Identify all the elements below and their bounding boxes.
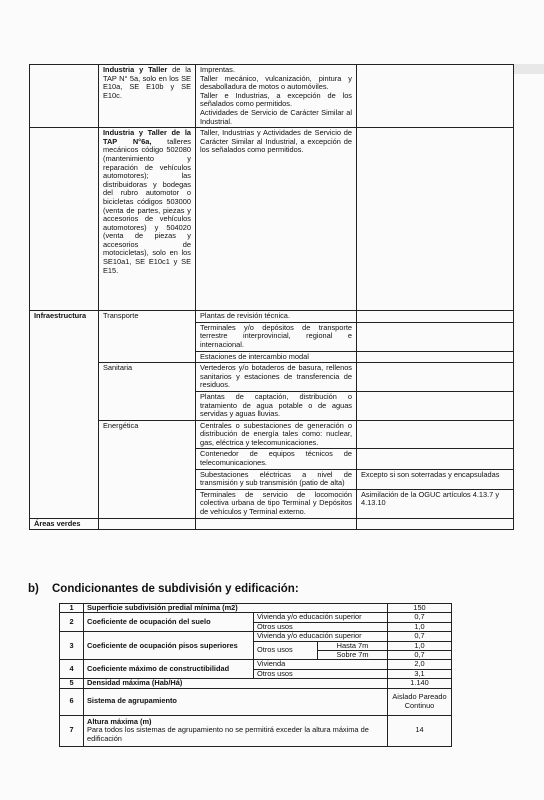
row-value: 0,7 bbox=[388, 632, 452, 641]
row-sublabel: Vivienda bbox=[254, 660, 388, 669]
section-title: Condicionantes de subdivisión y edificación: bbox=[52, 583, 299, 595]
table-row bbox=[60, 660, 452, 669]
row-label: Sistema de agrupamiento bbox=[84, 688, 388, 715]
row-number: 1 bbox=[60, 604, 84, 613]
use-item: Contenedor de equipos técnicos de telecomunicaciones. bbox=[196, 449, 357, 469]
row-number: 6 bbox=[60, 688, 84, 715]
use-item: Subestaciones eléctricas a nivel de transmisión y sub transmisión (patio de alta) bbox=[196, 469, 357, 489]
section-heading bbox=[28, 583, 299, 595]
category-label: Áreas verdes bbox=[30, 518, 99, 530]
table-row bbox=[30, 518, 514, 530]
row-label: Superficie subdivisión predial mínima (m2) bbox=[84, 604, 388, 613]
section-letter: b) bbox=[28, 583, 39, 595]
row-value: 3,1 bbox=[388, 669, 452, 678]
use-note: Excepto si son soterradas y encapsuladas bbox=[357, 469, 514, 489]
use-item: Plantas de captación, distribución o tratamiento de agua potable o de aguas servidas y aguas lluvias. bbox=[196, 391, 357, 420]
subcategory-label: Transporte bbox=[99, 311, 196, 363]
row-sublabel: Hasta 7m bbox=[318, 641, 388, 650]
row-sublabel: Vivienda y/o educación superior bbox=[254, 613, 388, 622]
use-item: Centrales o subestaciones de generación o distribución de energía tales como: nuclear, gas, eléctrica y telecomunicaciones. bbox=[196, 420, 357, 449]
table-row bbox=[30, 420, 514, 449]
row-value: 1,0 bbox=[388, 641, 452, 650]
table-row bbox=[30, 363, 514, 392]
row-value: 0,7 bbox=[388, 651, 452, 660]
conditions-table bbox=[59, 603, 452, 747]
subcategory-label: Energética bbox=[99, 420, 196, 518]
row-sublabel: Otros usos bbox=[254, 669, 388, 678]
use-item: Taller, Industrias y Actividades de Servicio de Carácter Similar al Industrial, a excepción de los señalados como permitidos. bbox=[196, 128, 357, 311]
use-item: Actividades de Servicio de Carácter Similar al Industrial. bbox=[200, 107, 352, 126]
table-row bbox=[30, 311, 514, 323]
use-item: Estaciones de intercambio modal bbox=[196, 351, 357, 363]
use-desc: de la TAP N° 5a, solo en los SE E10a, SE E10b y SE E10c. bbox=[103, 65, 191, 100]
row-sublabel: Otros usos bbox=[254, 622, 388, 631]
row-number: 3 bbox=[60, 632, 84, 660]
row-label: Coeficiente de ocupación pisos superiores bbox=[84, 632, 254, 660]
row-sublabel: Otros usos bbox=[254, 641, 318, 660]
row-number: 7 bbox=[60, 715, 84, 746]
use-item: Imprentas. bbox=[200, 65, 235, 74]
row-value: 0,7 bbox=[388, 613, 452, 622]
use-item: Taller mecánico, vulcanización, pintura y desabolladura de motos o automóviles. bbox=[200, 73, 352, 92]
category-label: Infraestructura bbox=[30, 311, 99, 518]
use-note: Asimilación de la OGUC artículos 4.13.7 y 4.13.10 bbox=[357, 489, 514, 518]
row-sublabel: Vivienda y/o educación superior bbox=[254, 632, 388, 641]
table-row bbox=[60, 613, 452, 622]
use-title: Industria y Taller bbox=[103, 65, 168, 74]
use-item: Plantas de revisión técnica. bbox=[196, 311, 357, 323]
row-label: Coeficiente máximo de constructibilidad bbox=[84, 660, 254, 679]
row-number: 2 bbox=[60, 613, 84, 632]
subcategory-label: Sanitaria bbox=[99, 363, 196, 421]
table-row bbox=[60, 715, 452, 746]
scan-artifact bbox=[514, 64, 544, 74]
land-use-table bbox=[29, 64, 514, 530]
use-item: Terminales de servicio de locomoción colectiva urbana de tipo Terminal y Depósitos de vehículos y Terminal externo. bbox=[196, 489, 357, 518]
row-value: 1,0 bbox=[388, 622, 452, 631]
table-row bbox=[60, 632, 452, 641]
row-number: 4 bbox=[60, 660, 84, 679]
row-label: Altura máxima (m) bbox=[87, 717, 152, 727]
use-title: Industria y Taller de la TAP N°6a, bbox=[103, 128, 191, 146]
table-row bbox=[30, 65, 514, 128]
table-row bbox=[60, 679, 452, 688]
row-value: 14 bbox=[388, 715, 452, 746]
row-value: 1.140 bbox=[388, 679, 452, 688]
row-value: 150 bbox=[388, 604, 452, 613]
use-item: Vertederos y/o botaderos de basura, rellenos sanitarios y estaciones de transferencia de residuos. bbox=[196, 363, 357, 392]
use-item: Taller e Industrias, a excepción de los señalados como permitidos. bbox=[200, 90, 352, 109]
table-row bbox=[30, 128, 514, 311]
row-value: Aislado Pareado Continuo bbox=[388, 688, 452, 715]
use-item: Terminales y/o depósitos de transporte terrestre interprovincial, regional e internacional. bbox=[196, 322, 357, 351]
row-sublabel: Sobre 7m bbox=[318, 651, 388, 660]
use-desc: talleres mecánicos código 502080 (mantenimiento y reparación de vehículos automotores); las distribuidoras y bodegas del rubro automotor o bicicletas códigos 503000 (venta de partes, piezas y accesorios de vehículos automotores) y 504020 (venta de piezas y accesorios de motocicletas), solo en los SE10a1, SE E10c1 y SE E15. bbox=[103, 136, 191, 275]
table-row bbox=[60, 604, 452, 613]
row-label: Densidad máxima (Hab/Há) bbox=[84, 679, 388, 688]
row-number: 5 bbox=[60, 679, 84, 688]
row-label: Coeficiente de ocupación del suelo bbox=[84, 613, 254, 632]
table-row bbox=[60, 688, 452, 715]
row-note: Para todos los sistemas de agrupamiento no se permitirá exceder la altura máxima de edificación bbox=[87, 725, 369, 743]
row-value: 2,0 bbox=[388, 660, 452, 669]
